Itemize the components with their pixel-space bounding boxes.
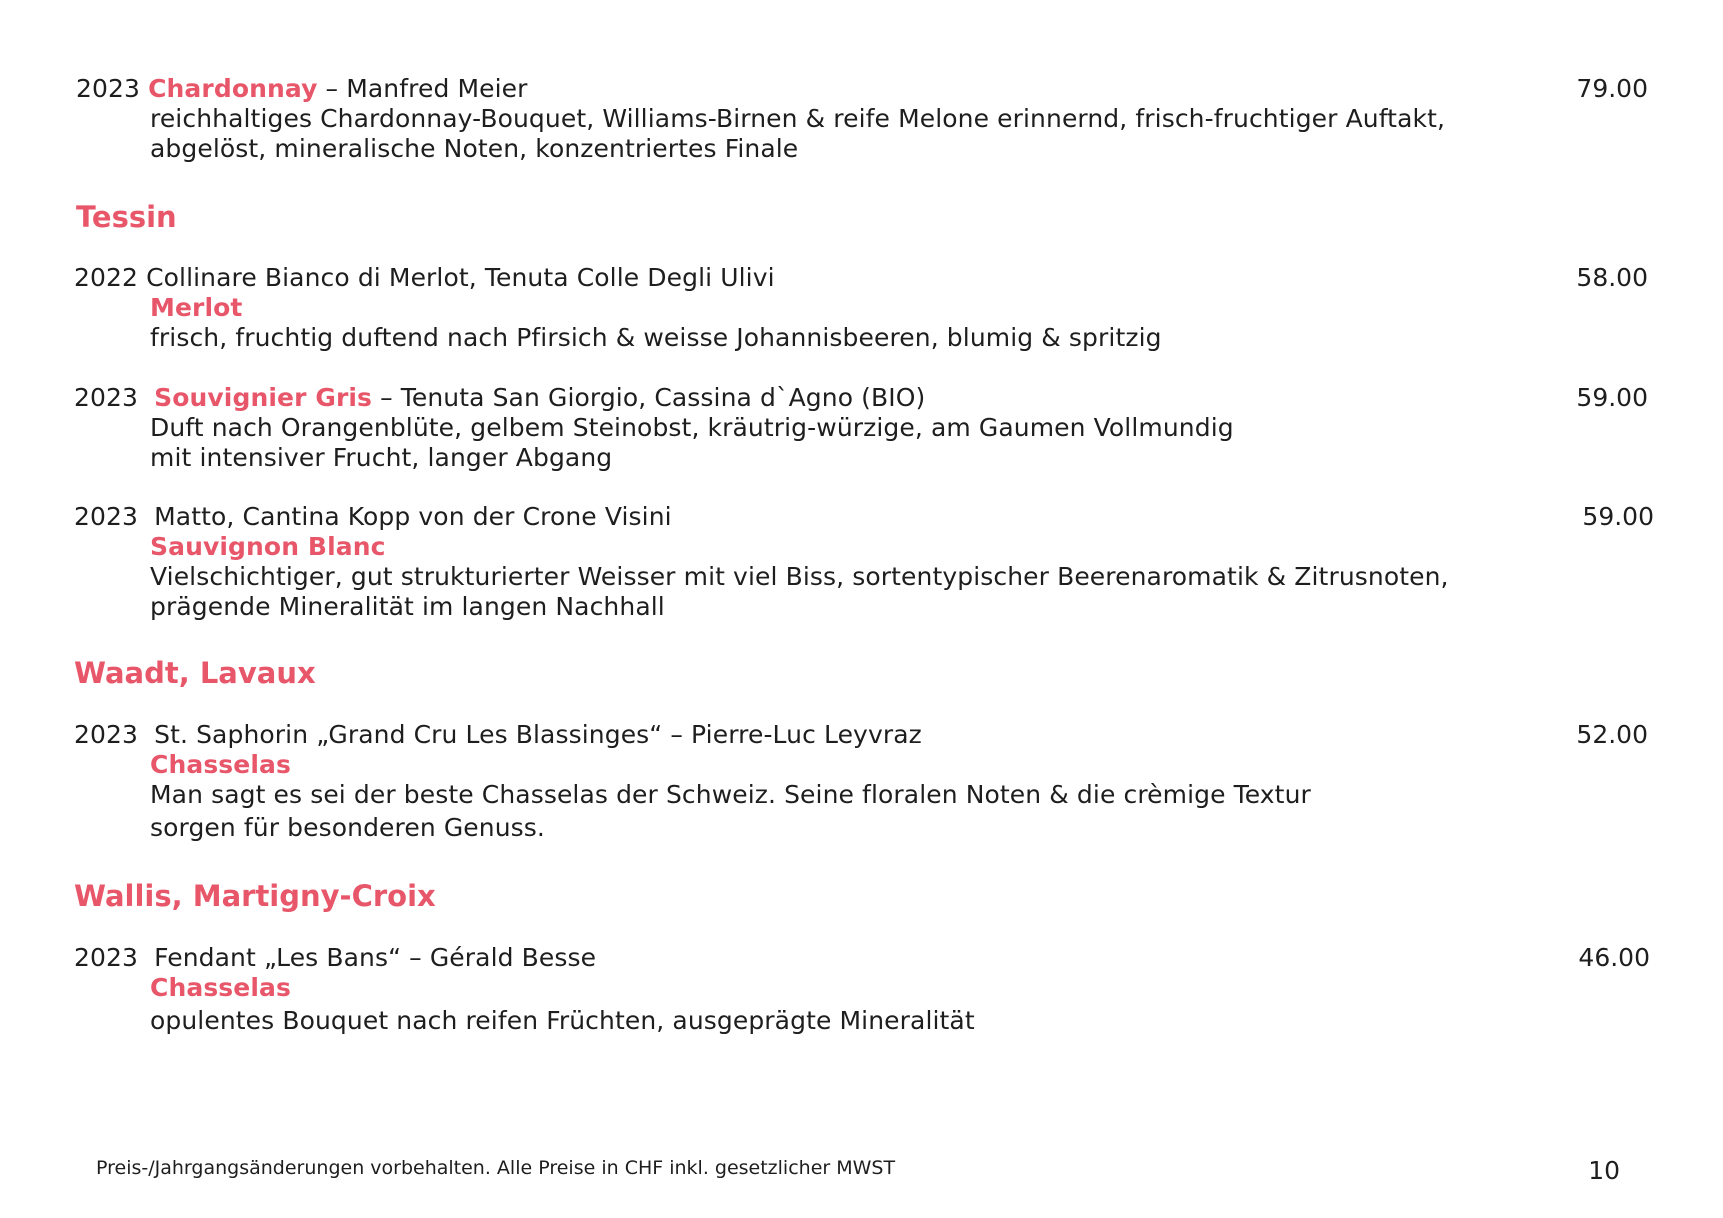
wine-year: 2023 <box>74 720 139 749</box>
wine-name: Collinare Bianco di Merlot, Tenuta Colle Degli Ulivi <box>146 263 775 292</box>
wine-producer: – Tenuta San Giorgio, Cassina d`Agno (BIO) <box>380 383 926 412</box>
wine-price: 52.00 <box>1576 720 1648 749</box>
wine-name: Fendant „Les Bans“ – Gérald Besse <box>154 943 597 972</box>
wine-year: 2023 <box>74 502 139 531</box>
wine-year: 2022 <box>74 263 139 292</box>
wine-name: Matto, Cantina Kopp von der Crone Visini <box>154 502 672 531</box>
grape-variety: Sauvignon Blanc <box>150 532 386 561</box>
wine-price: 58.00 <box>1576 263 1648 292</box>
wine-entry-title <box>76 74 528 104</box>
wine-entry-title <box>74 383 925 413</box>
region-heading-tessin: Tessin <box>76 200 177 234</box>
grape-variety: Chardonnay <box>148 74 318 103</box>
wine-entry-title <box>74 943 596 973</box>
wine-year: 2023 <box>74 943 139 972</box>
wine-year: 2023 <box>74 383 139 412</box>
wine-description: reichhaltiges Chardonnay-Bouquet, Williams-Birnen & reife Melone erinnernd, frisch-fruchtiger Auftakt, <box>150 104 1446 133</box>
wine-description: Vielschichtiger, gut strukturierter Weisser mit viel Biss, sortentypischer Beerenaromatik & Zitrusnoten, <box>150 562 1449 591</box>
wine-price: 46.00 <box>1578 943 1650 972</box>
wine-description: Duft nach Orangenblüte, gelbem Steinobst, kräutrig-würzige, am Gaumen Vollmundig <box>150 413 1234 442</box>
wine-description: Man sagt es sei der beste Chasselas der Schweiz. Seine floralen Noten & die crèmige Textur <box>150 780 1311 809</box>
wine-price: 59.00 <box>1576 383 1648 412</box>
wine-description: abgelöst, mineralische Noten, konzentriertes Finale <box>150 134 799 163</box>
region-heading-wallis: Wallis, Martigny-Croix <box>74 879 436 913</box>
grape-variety: Chasselas <box>150 750 291 779</box>
grape-variety: Merlot <box>150 293 243 322</box>
wine-price: 59.00 <box>1582 502 1654 531</box>
wine-description: frisch, fruchtig duftend nach Pfirsich & weisse Johannisbeeren, blumig & spritzig <box>150 323 1162 352</box>
wine-description: mit intensiver Frucht, langer Abgang <box>150 443 613 472</box>
page-number: 10 <box>1588 1156 1620 1185</box>
footer-note: Preis-/Jahrgangsänderungen vorbehalten. Alle Preise in CHF inkl. gesetzlicher MWST <box>96 1157 896 1179</box>
wine-description: sorgen für besonderen Genuss. <box>150 813 545 842</box>
wine-description: opulentes Bouquet nach reifen Früchten, ausgeprägte Mineralität <box>150 1006 975 1035</box>
wine-name: St. Saphorin „Grand Cru Les Blassinges“ – Pierre-Luc Leyvraz <box>154 720 922 749</box>
region-heading-waadt: Waadt, Lavaux <box>74 656 316 690</box>
wine-entry-title <box>74 502 672 532</box>
wine-price: 79.00 <box>1576 74 1648 103</box>
wine-producer: – Manfred Meier <box>325 74 528 103</box>
grape-variety: Souvignier Gris <box>154 383 373 412</box>
grape-variety: Chasselas <box>150 973 291 1002</box>
wine-description: prägende Mineralität im langen Nachhall <box>150 592 665 621</box>
wine-entry-title <box>74 720 922 750</box>
wine-entry-title <box>74 263 775 293</box>
wine-year: 2023 <box>76 74 141 103</box>
